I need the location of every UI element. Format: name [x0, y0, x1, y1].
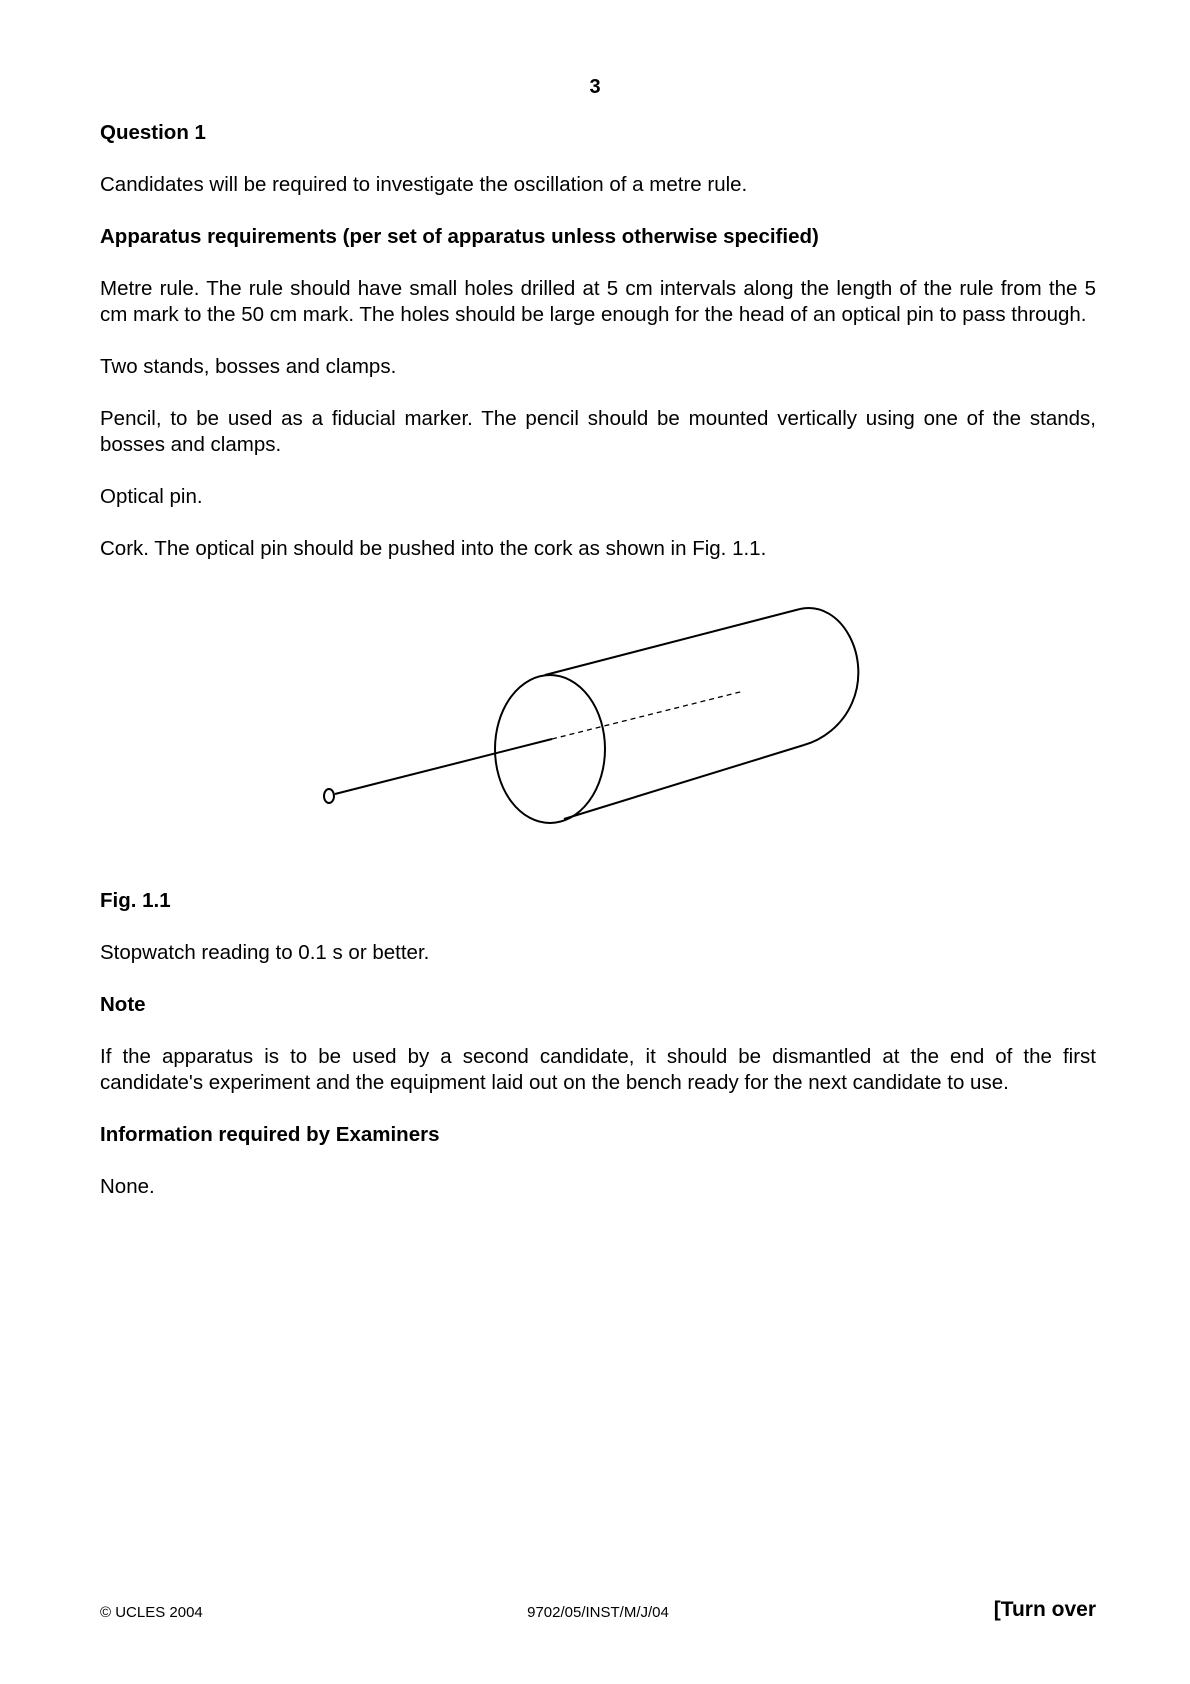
- turn-over-label: [Turn over: [993, 1598, 1096, 1621]
- cork-pin-diagram: [100, 588, 1096, 888]
- question-heading: Question 1: [100, 121, 206, 144]
- apparatus-metre-rule: Metre rule. The rule should have small holes drilled at 5 cm intervals along the length of the rule from the 5 cm mark to the 50 cm mark. The holes should be large enough for the head of an optical pin to pass through.: [100, 277, 1096, 326]
- copyright-text: © UCLES 2004: [100, 1604, 203, 1621]
- intro-text: Candidates will be required to investigate the oscillation of a metre rule.: [100, 173, 748, 196]
- examiners-heading: Information required by Examiners: [100, 1123, 440, 1146]
- cork-pin-figure: [100, 588, 1096, 888]
- optical-pin-shaft: [335, 739, 552, 794]
- document-body: [100, 120, 1096, 1226]
- optical-pin-hidden: [552, 691, 744, 739]
- apparatus-heading: Apparatus requirements (per set of apparatus unless otherwise specified): [100, 225, 819, 248]
- apparatus-cork: Cork. The optical pin should be pushed into the cork as shown in Fig. 1.1.: [100, 537, 767, 560]
- note-text: If the apparatus is to be used by a second candidate, it should be dismantled at the end of the first candidate's experiment and the equipment laid out on the bench ready for the next candidate to use.: [100, 1045, 1096, 1094]
- stopwatch-text: Stopwatch reading to 0.1 s or better.: [100, 941, 430, 964]
- figure-caption: Fig. 1.1: [100, 889, 171, 912]
- note-heading: Note: [100, 993, 146, 1016]
- page-number: 3: [589, 76, 601, 98]
- page-footer: [100, 1598, 1096, 1628]
- apparatus-pencil: Pencil, to be used as a fiducial marker. The pencil should be mounted vertically using one of the stands, bosses and clamps.: [100, 407, 1096, 456]
- optical-pin-head: [324, 789, 334, 803]
- apparatus-optical-pin: Optical pin.: [100, 485, 203, 508]
- cork-back-end: [800, 608, 858, 745]
- paper-code: 9702/05/INST/M/J/04: [527, 1604, 669, 1621]
- cork-top-edge: [545, 609, 800, 675]
- examiners-text: None.: [100, 1175, 155, 1198]
- apparatus-stands: Two stands, bosses and clamps.: [100, 355, 397, 378]
